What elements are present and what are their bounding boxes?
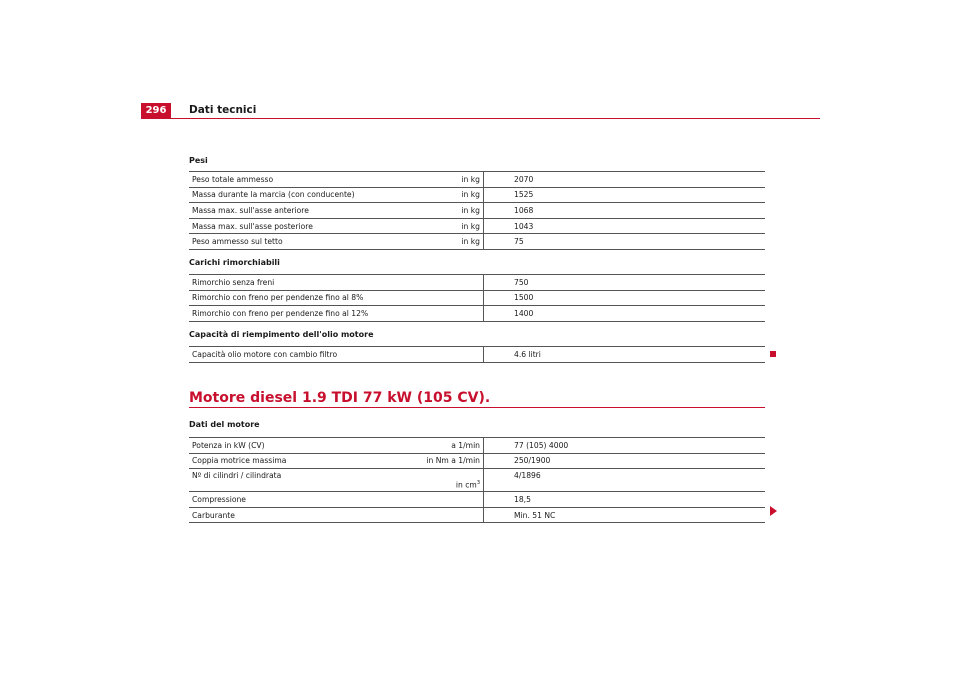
row-unit-superscript: 3 — [476, 479, 480, 486]
row-value: 75 — [484, 234, 766, 250]
row-value: 4.6 litri — [484, 347, 766, 363]
row-label: Peso ammesso sul tetto — [189, 234, 393, 250]
header-divider — [141, 118, 820, 119]
row-label: Rimorchio con freno per pendenze fino al 8% — [189, 290, 393, 306]
row-label: Compressione — [189, 492, 393, 508]
table-row — [189, 507, 765, 523]
row-unit-text: in cm — [455, 480, 477, 490]
row-unit — [393, 469, 484, 492]
row-label: Rimorchio senza freni — [189, 275, 393, 291]
row-label: Potenza in kW (CV) — [189, 438, 393, 454]
row-value: 1043 — [484, 218, 766, 234]
row-value: 4/1896 — [484, 469, 766, 492]
section-heading-olio: Capacità di riempimento dell'olio motore — [189, 330, 374, 339]
row-label: Rimorchio con freno per pendenze fino al 12% — [189, 306, 393, 322]
row-unit — [393, 507, 484, 523]
table-row — [189, 492, 765, 508]
square-end-icon — [770, 351, 776, 357]
row-unit — [393, 492, 484, 508]
row-unit — [393, 275, 484, 291]
row-value: 1400 — [484, 306, 766, 322]
row-unit: in kg — [393, 218, 484, 234]
row-label: Coppia motrice massima — [189, 453, 393, 469]
section-heading-pesi: Pesi — [189, 156, 208, 165]
table-motore — [189, 437, 765, 523]
row-label: Massa max. sull'asse posteriore — [189, 218, 393, 234]
table-olio — [189, 346, 765, 363]
row-label: Massa durante la marcia (con conducente) — [189, 187, 393, 203]
table-row — [189, 290, 765, 306]
table-row — [189, 469, 765, 492]
row-unit — [393, 290, 484, 306]
row-value: 1500 — [484, 290, 766, 306]
table-pesi — [189, 171, 765, 250]
row-value: Min. 51 NC — [484, 507, 766, 523]
table-carichi — [189, 274, 765, 322]
row-value: 750 — [484, 275, 766, 291]
row-value: 1525 — [484, 187, 766, 203]
page-title: Dati tecnici — [189, 104, 257, 116]
table-row — [189, 347, 765, 363]
row-unit: in kg — [393, 172, 484, 188]
section-heading-motore: Dati del motore — [189, 420, 260, 429]
row-value: 18,5 — [484, 492, 766, 508]
table-row — [189, 172, 765, 188]
row-label: Massa max. sull'asse anteriore — [189, 203, 393, 219]
row-label: Nº di cilindri / cilindrata — [189, 469, 393, 492]
table-row — [189, 306, 765, 322]
row-unit — [393, 306, 484, 322]
row-value: 1068 — [484, 203, 766, 219]
row-value: 77 (105) 4000 — [484, 438, 766, 454]
row-unit: in Nm a 1/min — [393, 453, 484, 469]
row-value: 250/1900 — [484, 453, 766, 469]
table-row — [189, 438, 765, 454]
row-label: Peso totale ammesso — [189, 172, 393, 188]
row-label: Capacità olio motore con cambio filtro — [189, 347, 393, 363]
table-row — [189, 275, 765, 291]
section-heading-carichi: Carichi rimorchiabili — [189, 258, 280, 267]
table-row — [189, 187, 765, 203]
row-unit — [393, 347, 484, 363]
engine-title: Motore diesel 1.9 TDI 77 kW (105 CV). — [189, 390, 491, 406]
engine-title-divider — [189, 407, 765, 408]
table-row — [189, 453, 765, 469]
table-row — [189, 203, 765, 219]
row-value: 2070 — [484, 172, 766, 188]
table-row — [189, 218, 765, 234]
row-unit: in kg — [393, 187, 484, 203]
page-number: 296 — [141, 103, 171, 118]
row-label: Carburante — [189, 507, 393, 523]
row-unit: in kg — [393, 234, 484, 250]
row-unit: in kg — [393, 203, 484, 219]
row-unit: a 1/min — [393, 438, 484, 454]
triangle-right-icon[interactable] — [770, 506, 777, 516]
table-row — [189, 234, 765, 250]
